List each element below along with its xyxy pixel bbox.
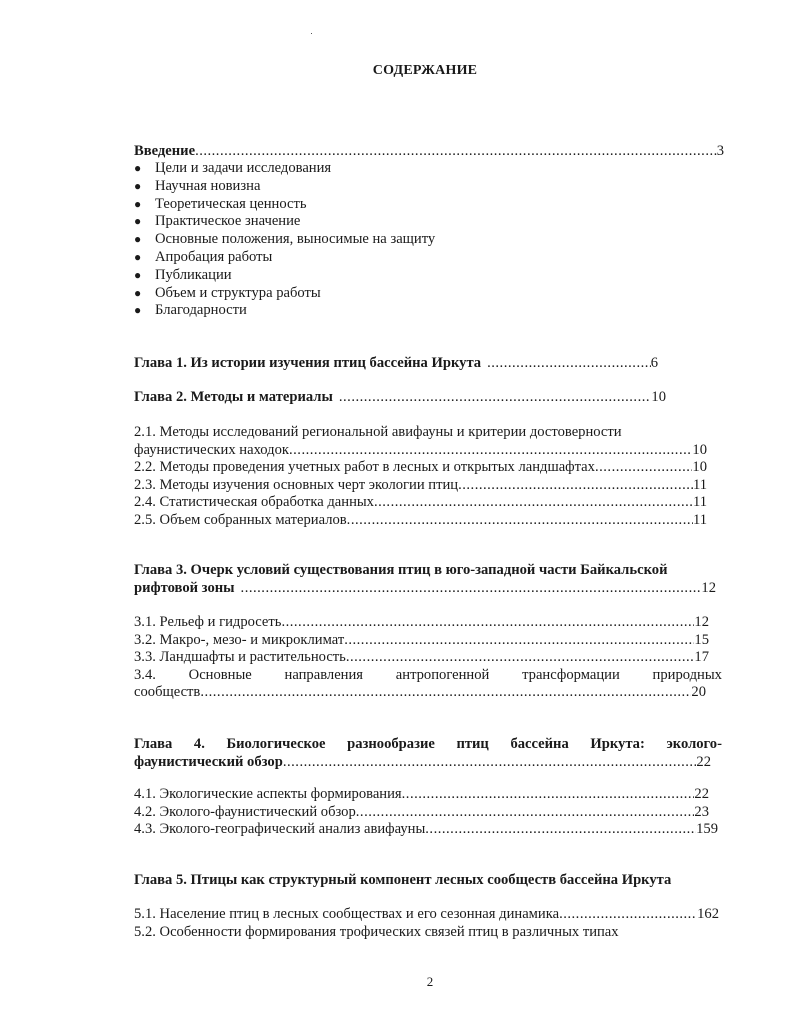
word: природных — [652, 666, 722, 683]
toc-page-number: 10 — [692, 459, 707, 476]
word: Иркута: — [590, 736, 645, 752]
toc-entry-3-1[interactable] — [134, 614, 709, 632]
list-item[interactable] — [134, 213, 534, 231]
list-item-label: Цели и задачи исследования — [155, 160, 332, 176]
toc-page-number: 22 — [694, 786, 709, 802]
toc-entry-3-3[interactable] — [134, 649, 709, 667]
toc-page-number: 162 — [697, 906, 719, 922]
toc-page-number: 3 — [716, 143, 724, 159]
list-item[interactable] — [134, 285, 534, 303]
toc-entry-intro[interactable] — [134, 143, 724, 161]
toc-entry-2-1-line1[interactable] — [134, 424, 707, 442]
toc-entry-label: 3.2. Макро-, мезо- и микроклимат — [134, 631, 345, 648]
leader-dots — [195, 143, 717, 161]
word: трансформации — [522, 666, 620, 683]
toc-page-number: 17 — [694, 649, 709, 666]
bullet-icon: ● — [134, 285, 142, 300]
leader-dots — [289, 442, 692, 460]
toc-entry-label: 4.3. Эколого-географический анализ авифауны — [134, 821, 426, 838]
bullet-icon: ● — [134, 196, 142, 211]
toc-entry-label: 4.1. Экологические аспекты формирования — [134, 786, 402, 802]
chapter-2-sections — [134, 424, 707, 530]
intro-bullet-list — [134, 160, 534, 320]
toc-page-number: 11 — [692, 494, 707, 511]
toc-entry-label: Введение — [134, 143, 196, 159]
toc-entry-4-3[interactable] — [134, 821, 718, 839]
list-item-label: Основные положения, выносимые на защиту — [155, 231, 436, 248]
chapter-4-sections — [134, 786, 722, 839]
leader-dots — [458, 477, 693, 495]
word: эколого- — [666, 736, 722, 752]
toc-entry-label: фаунистических находок — [134, 441, 289, 458]
word: Биологическое — [226, 736, 326, 752]
toc-entry-label: 5.1. Население птиц в лесных сообществах и его сезонная динамика — [134, 906, 560, 922]
leader-dots — [281, 614, 694, 632]
list-item-label: Публикации — [155, 266, 232, 283]
list-item[interactable] — [134, 178, 534, 196]
toc-entry-label: рифтовой зоны — [134, 579, 235, 596]
bullet-icon: ● — [134, 232, 142, 247]
toc-entry-4-2[interactable] — [134, 804, 709, 822]
toc-page-number: 20 — [691, 684, 706, 701]
toc-entry-chapter-3[interactable] — [134, 562, 716, 597]
bullet-icon: ● — [134, 249, 142, 264]
toc-page-number: 22 — [696, 753, 711, 770]
toc-entry-label: 4.2. Эколого-фаунистический обзор — [134, 803, 356, 820]
list-item-label: Теоретическая ценность — [155, 195, 307, 212]
word: птиц — [456, 736, 489, 752]
list-item-label: Практическое значение — [155, 213, 301, 230]
word: 3.4. — [134, 666, 156, 683]
leader-dots — [241, 580, 702, 598]
toc-entry-3-2[interactable] — [134, 632, 709, 650]
page-number: 2 — [426, 974, 434, 989]
word: направления — [284, 666, 364, 683]
toc-page-number: 23 — [694, 803, 709, 820]
word: Глава — [134, 736, 173, 752]
toc-entry-label: 5.2. Особенности формирования трофических связей птиц в различных типах — [134, 923, 619, 940]
leader-dots — [374, 494, 693, 512]
toc-entry-label: Глава 2. Методы и материалы — [134, 389, 333, 405]
toc-entry-chapter-1[interactable] — [134, 355, 658, 373]
toc-entry-label: 2.4. Статистическая обработка данных — [134, 494, 374, 511]
leader-dots — [346, 649, 695, 667]
word: антропогенной — [395, 666, 490, 683]
leader-dots — [339, 389, 652, 407]
page-title: СОДЕРЖАНИЕ — [372, 63, 478, 78]
toc-page-number: 159 — [696, 821, 718, 838]
toc-page-number: 15 — [694, 631, 709, 648]
bullet-icon: ● — [134, 267, 142, 282]
bullet-icon: ● — [134, 303, 142, 318]
toc-entry-2-4[interactable] — [134, 494, 707, 512]
toc-entry-chapter-5[interactable] — [134, 872, 724, 890]
leader-dots — [200, 684, 691, 702]
list-item-label: Научная новизна — [155, 177, 261, 194]
list-item[interactable] — [134, 196, 534, 214]
toc-page-number: 10 — [651, 389, 666, 405]
toc-entry-label: Глава 1. Из истории изучения птиц бассейна Иркута — [134, 355, 482, 371]
leader-dots — [356, 804, 695, 822]
list-item[interactable] — [134, 302, 534, 320]
toc-entry-label: 3.1. Рельеф и гидросеть — [134, 614, 282, 630]
toc-entry-label: 2.5. Объем собранных материалов — [134, 511, 347, 528]
chapter-5-sections — [134, 906, 719, 941]
bullet-icon: ● — [134, 161, 142, 175]
toc-entry-label: 2.2. Методы проведения учетных работ в лесных и открытых ландшафтах — [134, 459, 595, 476]
bullet-icon: ● — [134, 214, 142, 229]
chapter-3-sections — [134, 614, 722, 702]
toc-entry-chapter-2[interactable] — [134, 389, 666, 407]
scan-artifact — [311, 33, 312, 34]
toc-entry-2-2[interactable] — [134, 459, 707, 477]
toc-page-number: 12 — [694, 614, 709, 630]
word: разнообразие — [347, 736, 435, 752]
toc-page-number: 11 — [692, 511, 707, 528]
toc-entry-5-1[interactable] — [134, 906, 719, 924]
list-item[interactable] — [134, 160, 534, 178]
toc-entry-label: фаунистический обзор — [134, 753, 283, 770]
leader-dots — [487, 355, 651, 373]
toc-entry-label: 2.3. Методы изучения основных черт экологии птиц — [134, 476, 459, 493]
toc-entry-label: 2.1. Методы исследований региональной авифауны и критерии достоверности — [134, 424, 622, 440]
list-item-label: Благодарности — [155, 302, 247, 319]
toc-entry-4-1[interactable] — [134, 786, 709, 804]
toc-entry-2-1[interactable] — [134, 442, 707, 460]
toc-page-number: 11 — [692, 476, 707, 493]
list-item[interactable] — [134, 249, 534, 267]
toc-page-number: 10 — [692, 441, 707, 458]
toc-page-number: 6 — [650, 355, 658, 371]
leader-dots — [425, 821, 696, 839]
toc-entry-label: сообществ — [134, 684, 201, 701]
toc-entry-label: Глава 5. Птицы как структурный компонент лесных сообществ бассейна Иркута — [134, 872, 672, 888]
toc-entry-3-4[interactable] — [134, 684, 706, 702]
toc-entry-2-3[interactable] — [134, 477, 707, 495]
leader-dots — [559, 906, 697, 924]
list-item[interactable] — [134, 231, 534, 249]
leader-dots — [283, 754, 697, 772]
list-item[interactable] — [134, 267, 534, 285]
toc-entry-label: Глава 3. Очерк условий существования птиц в юго-западной части Байкальской — [134, 562, 668, 578]
list-item-label: Объем и структура работы — [155, 284, 321, 301]
toc-page-number: 12 — [701, 579, 716, 596]
word: Основные — [188, 666, 252, 683]
toc-entry-2-5[interactable] — [134, 512, 707, 530]
toc-entry-5-2[interactable] — [134, 924, 719, 942]
list-item-label: Апробация работы — [155, 248, 273, 265]
leader-dots — [402, 786, 695, 804]
word: бассейна — [510, 736, 569, 752]
leader-dots — [344, 632, 694, 650]
leader-dots — [347, 512, 693, 530]
leader-dots — [595, 459, 692, 477]
toc-entry-label: 3.3. Ландшафты и растительность — [134, 649, 346, 666]
bullet-icon: ● — [134, 178, 142, 193]
word: 4. — [193, 736, 205, 752]
toc-entry-chapter-4[interactable] — [134, 736, 722, 771]
toc-entry-3-4-line1[interactable] — [134, 667, 722, 685]
